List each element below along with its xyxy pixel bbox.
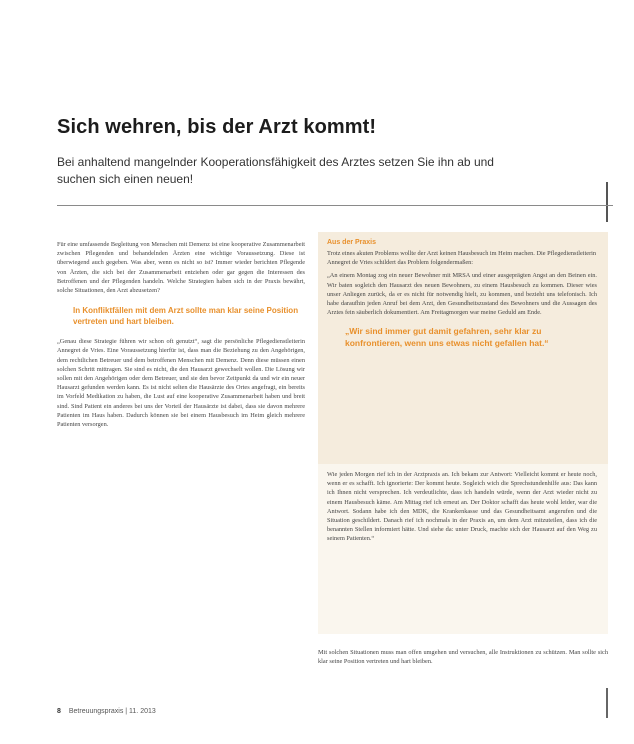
page-number: 8 <box>57 708 61 715</box>
practice-box <box>318 232 608 634</box>
box-highlight-quote: „Wir sind immer gut damit gefahren, sehr klar zu konfrontieren, wenn uns etwas nicht gefallen hat.“ <box>345 326 549 348</box>
box-intro: Trotz eines akuten Problems wollte der Arzt keinen Hausbesuch im Heim machen. Die Pflegedienstleiterin Annegret de Vries schildert das Problem folgendermaßen: <box>327 250 597 267</box>
body-paragraph: Für eine umfassende Begleitung von Menschen mit Demenz ist eine kooperative Zusammenarbeit zwischen Pflegenden und behandelnden Ärzten eine wichtige Voraussetzung. Diese ist überwiegend auch gegeben. Was aber, wenn es nicht so ist? Immer wieder berichten Pflegende von Ärzten, die sich bei der Zusammenarbeit entziehen oder gar gegen die Interessen des Betroffenen und der Pflegenden handeln. Welche Strategien haben sich in der Praxis bewährt, solche Situationen, den Arzt abzusetzen? <box>57 241 305 295</box>
pull-quote: In Konfliktfällen mit dem Arzt sollte man klar seine Position vertreten und hart bleiben. <box>73 306 299 327</box>
page-footer <box>57 708 156 715</box>
practice-box-content <box>327 239 597 360</box>
box-lower-section <box>318 464 608 634</box>
edge-marker <box>606 182 608 222</box>
closing-text <box>318 648 608 666</box>
publication-name: Betreuungspraxis | 11. 2013 <box>68 708 156 715</box>
divider <box>57 205 613 206</box>
page-title: Sich wehren, bis der Arzt kommt! <box>57 116 377 138</box>
box-quote: „An einem Montag zog ein neuer Bewohner mit MRSA und einer ausgeprägten Angst an den Beinen ein. Wir baten sogleich den Hausarzt des neuen Bewohners, zu einem Hausbesuch zu kommen. Dieser wies unser Anliegen zurück, da er es nicht für notwendig hielt, zu kommen, und bezieht uns telefonisch. Ich habe daraufhin jeden Anruf bei dem Arzt, den Gesundheitszustand des Bewohners und die Aussagen des Arztes fein säuberlich dokumentiert. Am Freitagmorgen war meine Geduld am Ende. <box>327 272 597 317</box>
box-heading: Aus der Praxis <box>327 239 377 246</box>
box-quote-continued: Wie jeden Morgen rief ich in der Arztpraxis an. Ich bekam zur Antwort: Vielleicht kommt er heute noch, wenn er es schafft. Ich ignorierte: Der kommt heute. Sogleich wich die Sprechstundenhilfe aus: Das kann ich Ihnen nicht versprechen. Ich verdeutlichte, dass ich handeln würde, wenn der Arzt wieder nicht zu einem Hausbesuch käme. Am Mittag rief ich erneut an. Der Doktor schafft das heute wohl leider, war die Antwort. Sodann habe ich den MDK, die Krankenkasse und das Gesundheitsamt angerufen und die Situation geschildert. Danach rief ich nochmals in der Praxis an, um dem Arzt mitzuteilen, dass ich die benannten Stellen informiert hätte. Und siehe da: unter Druck, machte sich der Hausarzt auf den Weg zu seinem Patienten.“ <box>327 471 597 543</box>
edge-marker <box>606 688 608 718</box>
left-column <box>57 240 305 429</box>
page-subtitle: Bei anhaltend mangelnder Kooperationsfähigkeit des Arztes setzen Sie ihn ab und suchen sich einen neuen! <box>57 155 494 186</box>
closing-paragraph: Mit solchen Situationen muss man offen umgehen und versuchen, alle Instruktionen zu schützen. Man sollte sich klar seine Position vertreten und hart bleiben. <box>318 649 608 666</box>
body-paragraph: „Genau diese Strategie führen wir schon oft genutzt“, sagt die persönliche Pflegedienstleiterin Annegret de Vries. Eine Voraussetzung hierfür ist, dass man die Beziehung zu den Angehörigen, dem rechtlichen Betreuer und dem betroffenen Menschen mit Demenz. Denn diese müssen einen solchen Schritt mittragen. Sie sind es nicht, die den Hausarzt gewechselt wollen. Die Lösung wir sollen mit den Angehörigen oder dem Betreuer, und sie den bevor Zeitpunkt da und wir ein neuer Hausarzt gefunden werden kann. Es ist nicht selten die Hausärzte des Ortes angefragt, ein bereits im Vorfeld Medikation zu haben, die Lust auf eine kooperative Zusammenarbeit haben und breit sind. Sind Patient ein anderes bei uns der Vorteil der Hausärzte ist dabei, dass sie davon mehrere Patienten im Haus haben. Dadurch können sie bei einem Hausbesuch im Heim gleich mehrere Patienten versorgen. <box>57 338 305 429</box>
